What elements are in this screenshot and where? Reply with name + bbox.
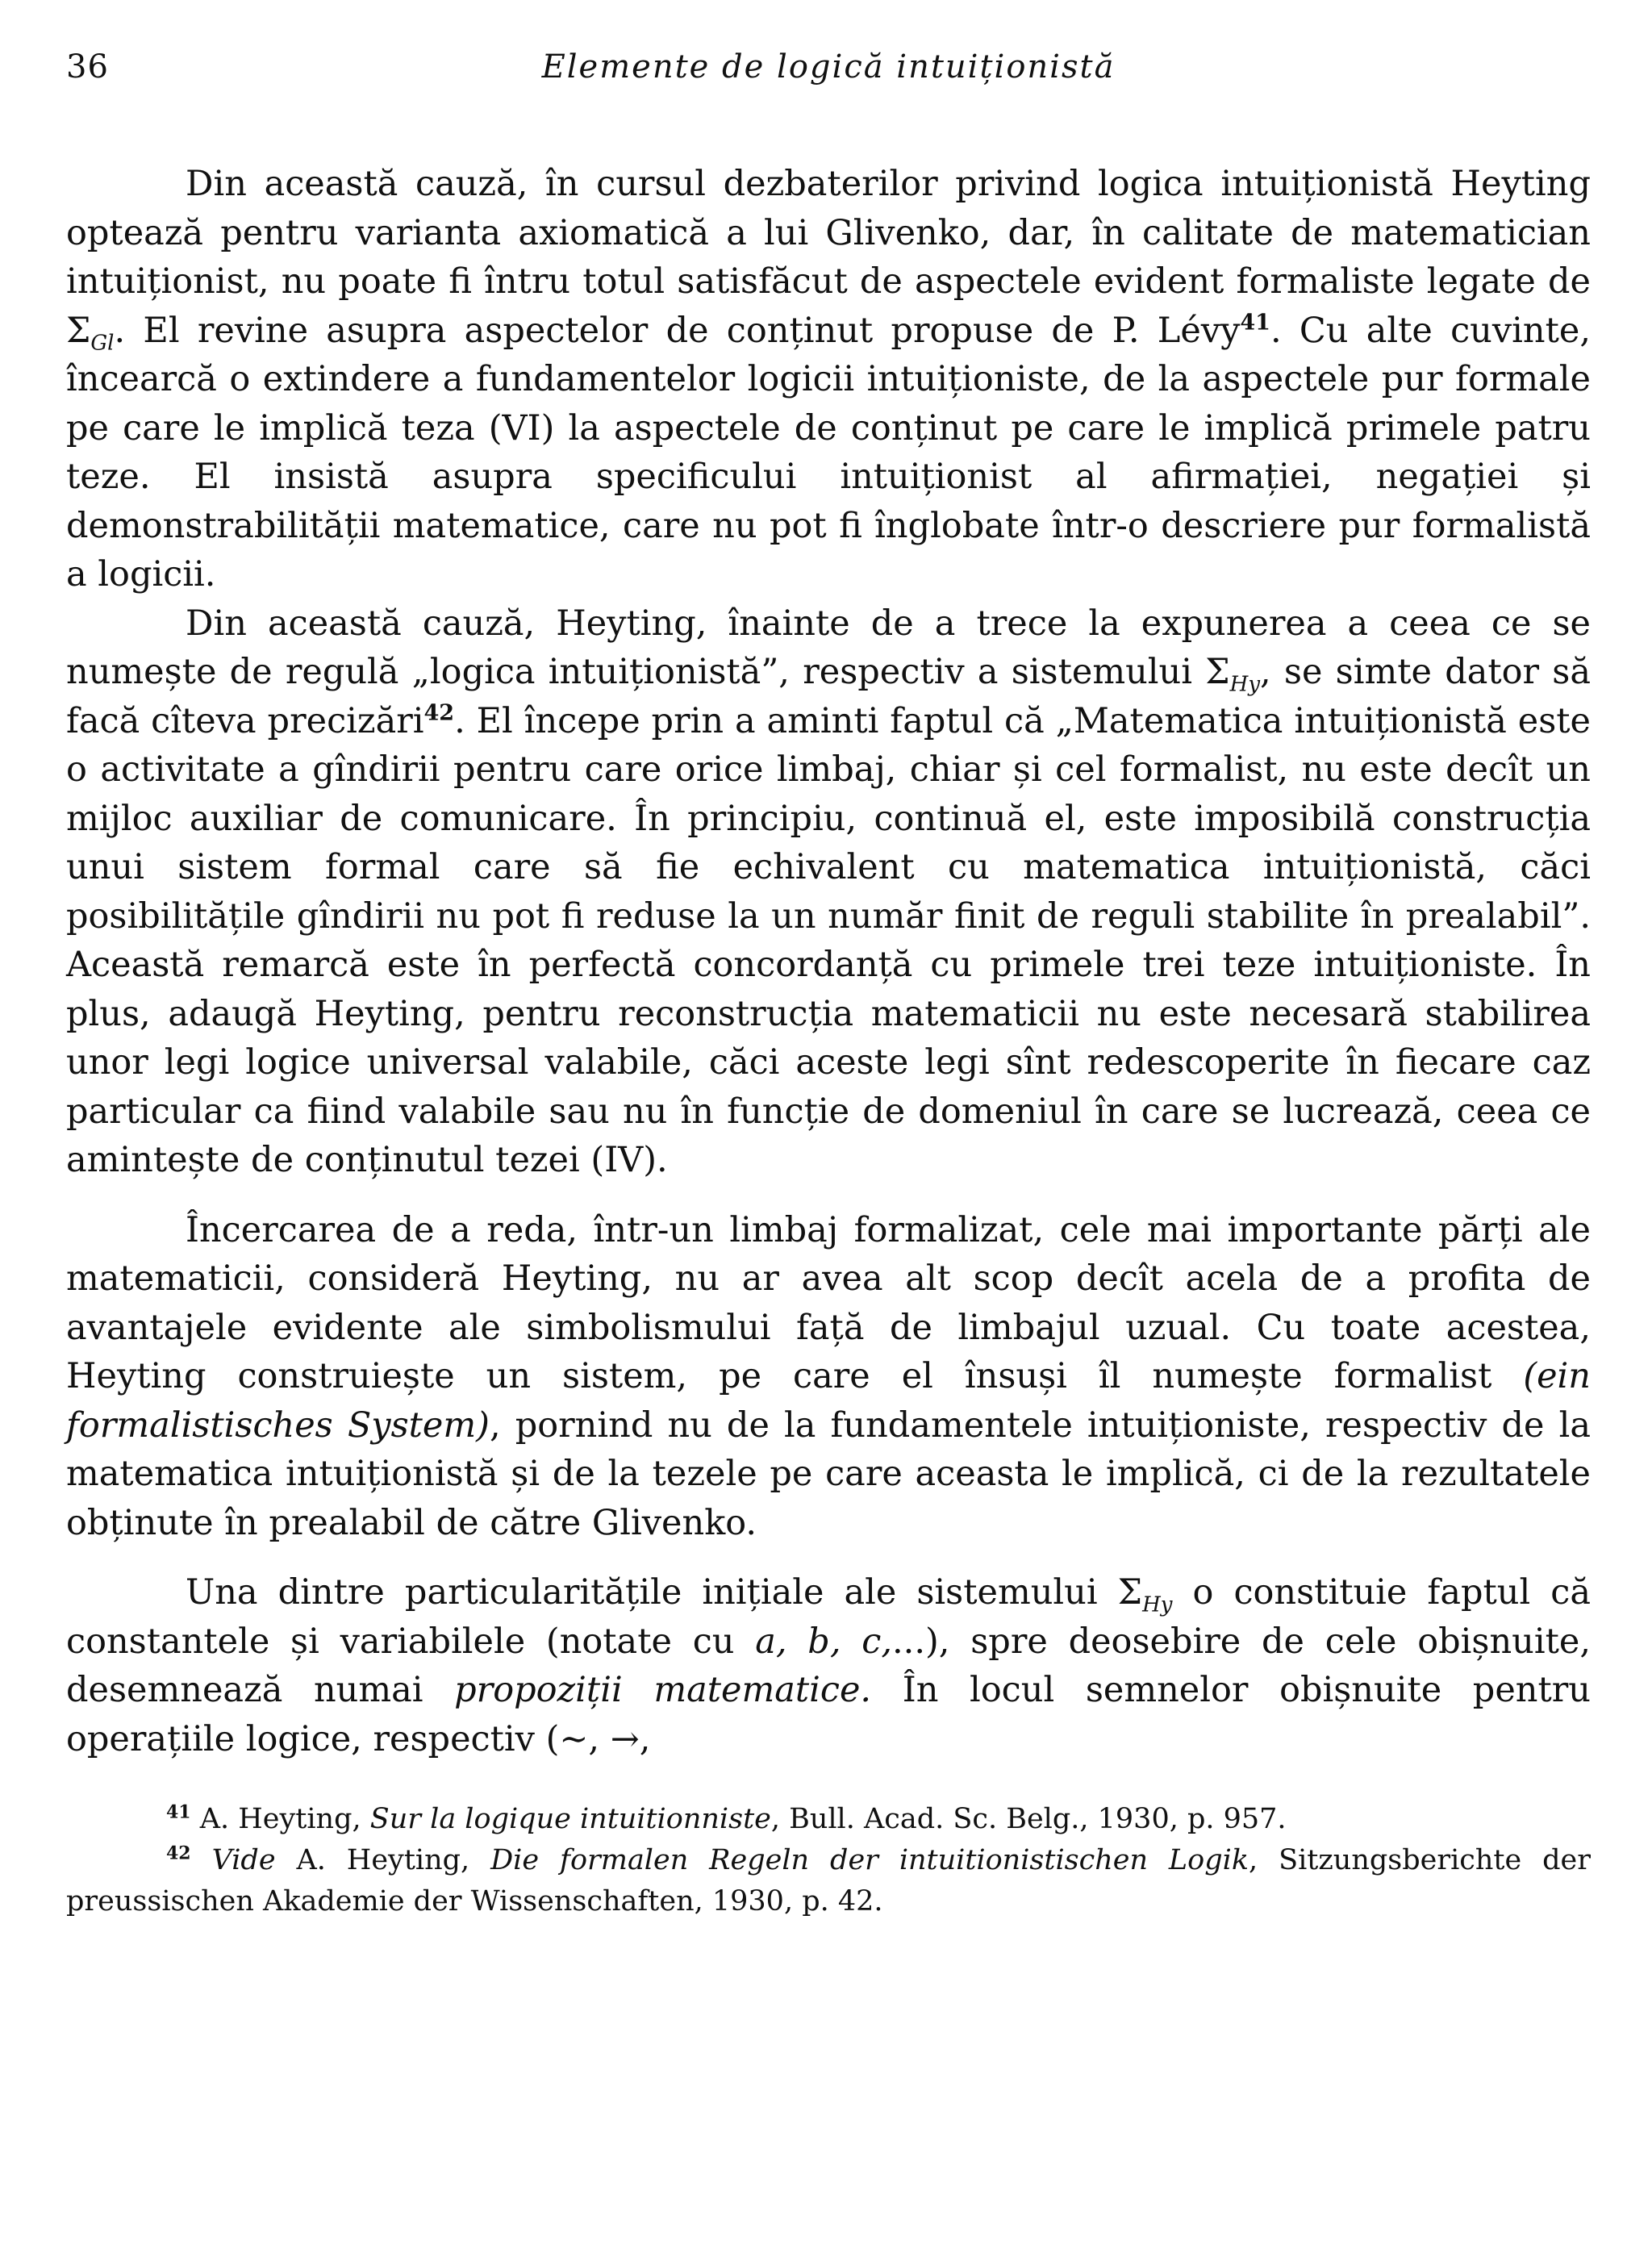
footnote-number: 41 [166, 1801, 191, 1823]
footnote-text: A. Heyting, [275, 1844, 491, 1876]
paragraph-1-text-c: . Cu alte cuvinte, încearcă o extindere a fundamentelor logicii intuiționiste, de la aspectele pur formale pe care le implică teza (VI) la aspectele de conținut pe care le implică primele patru teze. El insistă asupra specificului intuiționist al afirmației, negației și demonstrabilității matematice, care nu pot fi înglobate într-o descriere pur formalistă a logicii. [66, 310, 1591, 595]
paragraph-4-emphasis: propoziții matematice. [454, 1670, 872, 1710]
paragraph-1-text-b: . El revine asupra aspectelor de conținut propuse de P. Lévy [114, 310, 1241, 351]
paragraph-4-text-b: o constituie faptul că constantele și variabilele (notate cu [66, 1572, 1591, 1662]
sigma-subscript-hy-2: Hy [1142, 1592, 1173, 1617]
sigma-subscript-hy: Hy [1229, 672, 1261, 697]
body-text [66, 160, 1591, 1763]
paragraph-2-text-a: Din această cauză, Heyting, înainte de a trece la expunerea a ceea ce se numește de regulă „logica intuiționistă”, respectiv a sistemului Σ [66, 603, 1591, 692]
footnote-ref-42: 42 [423, 700, 455, 726]
paragraph-2 [66, 599, 1591, 1185]
footnote-number: 42 [166, 1842, 191, 1864]
paragraph-3-text-a: Încercarea de a reda, într-un limbaj formalizat, cele mai importante părți ale matematicii, consideră Heyting, nu ar avea alt scop decît acela de a profita de avantajele evidente ale simbolismului față de limbajul uzual. Cu toate acestea, Heyting construiește un sistem, pe care el însuși îl numește formalist [66, 1209, 1591, 1396]
paragraph-2-text-b: , se simte dator să facă cîteva precizări [66, 652, 1591, 741]
book-page [66, 48, 1591, 1922]
running-title: Elemente de logică intuiționistă [541, 48, 1116, 86]
page-number: 36 [66, 48, 109, 86]
footnote-text: , Bull. Acad. Sc. Belg., 1930, p. 957. [770, 1803, 1287, 1835]
footnote-ref-41: 41 [1240, 310, 1270, 336]
paragraph-3 [66, 1206, 1591, 1548]
sigma-subscript-gl: Gl [90, 331, 115, 356]
footnote-text: , Sitzungsberichte der preussischen Akademie der Wissenschaften, 1930, p. 42. [66, 1844, 1591, 1918]
footnote-42 [66, 1840, 1591, 1922]
footnotes [66, 1799, 1591, 1922]
footnote-title: Sur la logique intuitionniste [369, 1803, 771, 1835]
footnote-41 [66, 1799, 1591, 1840]
footnote-text: A. Heyting, [190, 1803, 370, 1835]
paragraph-4-text-a: Una dintre particularitățile inițiale ale sistemului Σ [186, 1572, 1143, 1613]
paragraph-4-text-c: ...), spre deosebire de cele obișnuite, desemnează numai [66, 1621, 1591, 1710]
footnote-title: Die formalen Regeln der intuitionistischen Logik [490, 1844, 1249, 1876]
page-header [66, 48, 1591, 97]
paragraph-1 [66, 160, 1591, 599]
paragraph-4-text-d: În locul semnelor obișnuite pentru operațiile logice, respectiv (∼, →, [66, 1670, 1591, 1759]
paragraph-3-emphasis: (ein formalistisches System) [66, 1356, 1591, 1446]
footnote-text [191, 1844, 212, 1876]
footnote-vide: Vide [211, 1844, 276, 1876]
paragraph-1-text-a: Din această cauză, în cursul dezbaterilor privind logica intuiționistă Heyting optează pentru varianta axiomatică a lui Glivenko, dar, în calitate de matematician intuiționist, nu poate fi întru totul satisfăcut de aspectele evident formaliste legate de Σ [66, 164, 1591, 351]
paragraph-4-variables: a, b, c, [755, 1621, 893, 1662]
paragraph-2-text-c: . El începe prin a aminti faptul că „Matematica intuiționistă este o activitate a gîndirii pentru care orice limbaj, chiar și cel formalist, nu este decît un mijloc auxiliar de comunicare. În principiu, continuă el, este imposibilă construcția unui sistem formal care să fie echivalent cu matematica intuiționistă, căci posibilitățile gîndirii nu pot fi reduse la un număr finit de reguli stabilite în prealabil”. Această remarcă este în perfectă concordanță cu primele trei teze intuiționiste. În plus, adaugă Heyting, pentru reconstrucția matematicii nu este necesară stabilirea unor legi logice universal valabile, căci aceste legi sînt redescoperite în fiecare caz particular ca fiind valabile sau nu în funcție de domeniul în care se lucrează, ceea ce amintește de conținutul tezei (IV). [66, 700, 1591, 1180]
paragraph-3-text-b: , pornind nu de la fundamentele intuiționiste, respectiv de la matematica intuiționistă și de la tezele pe care aceasta le implică, ci de la rezultatele obținute în prealabil de către Glivenko. [66, 1404, 1591, 1543]
paragraph-4 [66, 1568, 1591, 1763]
